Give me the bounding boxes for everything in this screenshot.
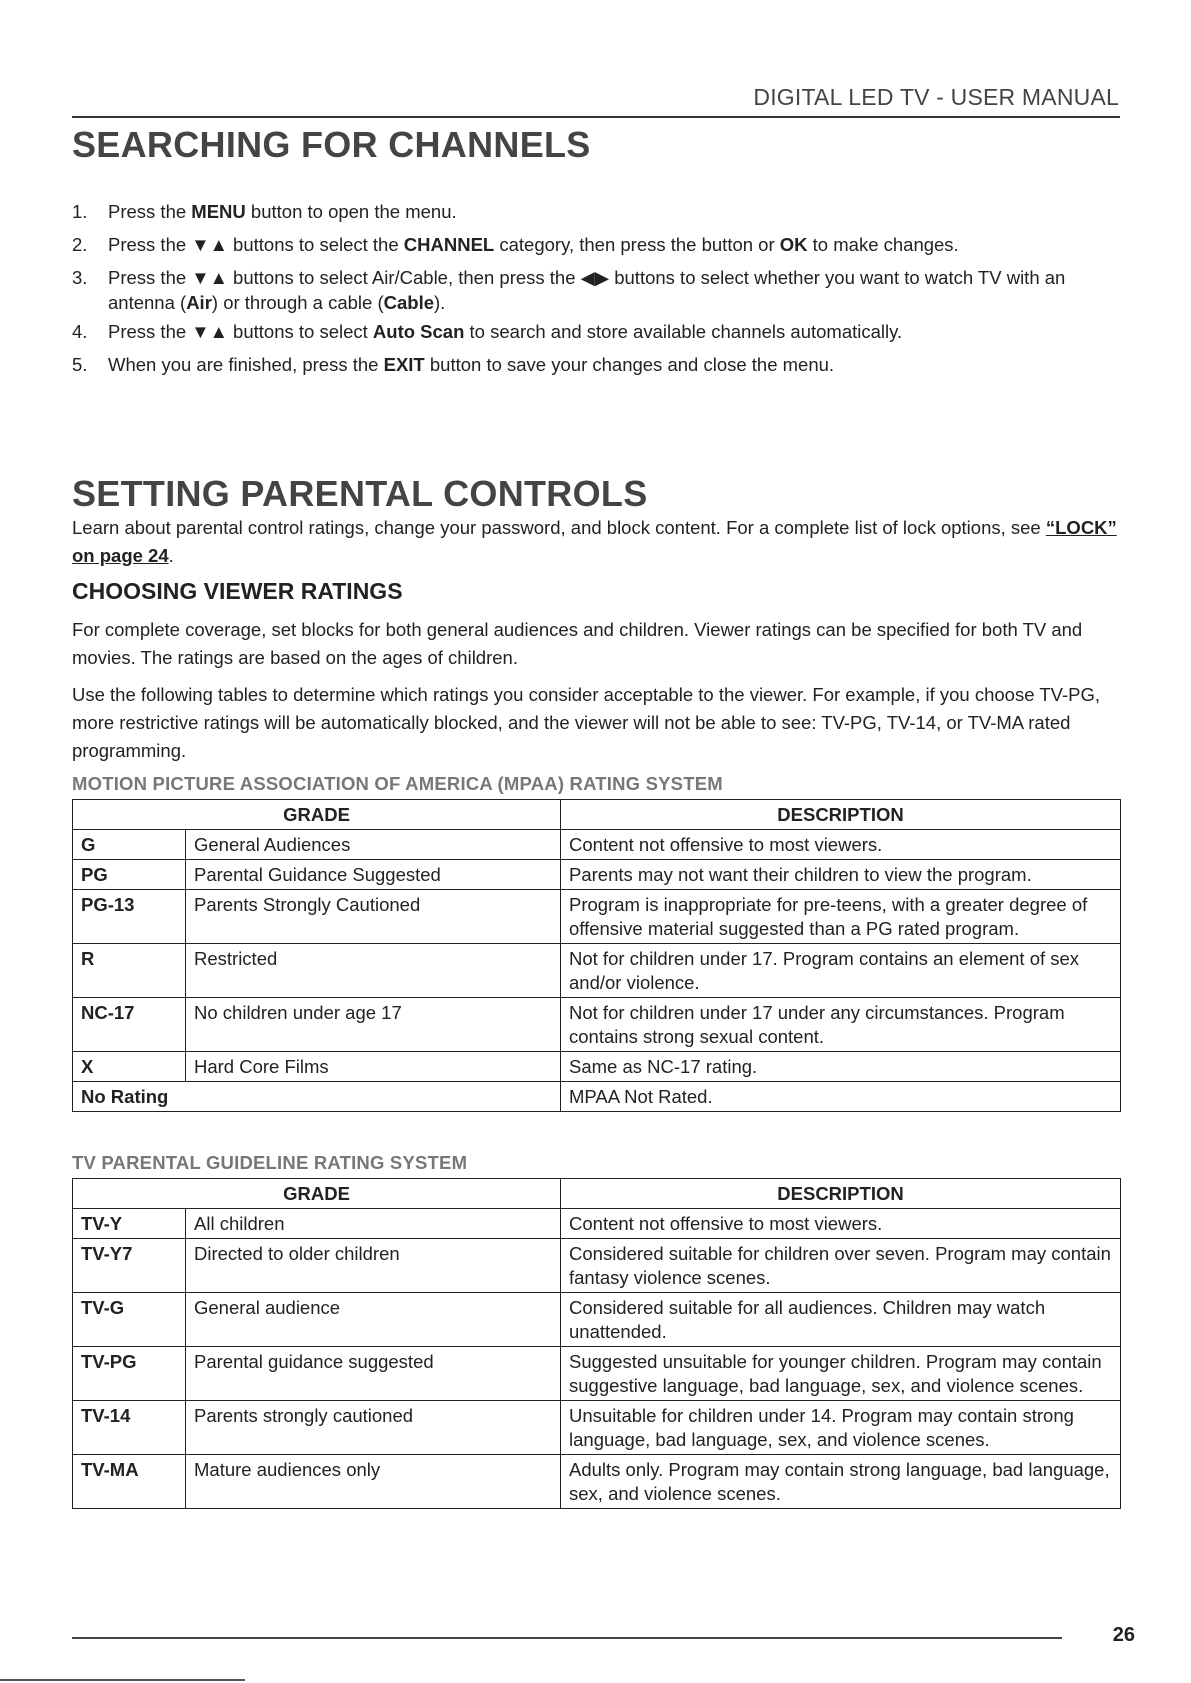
step-key: Air xyxy=(186,292,212,313)
rating-description: Suggested unsuitable for younger children. Program may contain suggestive language, bad language, sex, and violence scenes. xyxy=(561,1347,1121,1401)
step-key: EXIT xyxy=(383,354,425,375)
section-title-parental: SETTING PARENTAL CONTROLS xyxy=(72,473,648,514)
step-text: ). xyxy=(434,292,446,313)
rating-code: TV-14 xyxy=(73,1401,186,1455)
step-number: 5. xyxy=(72,354,88,375)
rating-grade: All children xyxy=(186,1209,561,1239)
rating-description: Content not offensive to most viewers. xyxy=(561,830,1121,860)
rating-grade: Hard Core Films xyxy=(186,1052,561,1082)
table-row xyxy=(73,1401,1121,1455)
table-row xyxy=(73,860,1121,890)
rating-grade: Mature audiences only xyxy=(186,1455,561,1509)
rating-grade: General Audiences xyxy=(186,830,561,860)
table-header-row xyxy=(73,800,1121,830)
step-item xyxy=(72,352,1122,377)
lock-page-link[interactable]: “LOCK” on page 24 xyxy=(72,517,1117,566)
step-key: OK xyxy=(779,234,808,255)
rating-grade: Parents Strongly Cautioned xyxy=(186,890,561,944)
rating-code: PG xyxy=(73,860,186,890)
rating-code: NC-17 xyxy=(73,998,186,1052)
step-text: button to open the menu. xyxy=(245,201,457,222)
running-header: DIGITAL LED TV - USER MANUAL xyxy=(753,84,1119,110)
intro-text: Learn about parental control ratings, change your password, and block content. For a complete list of lock options, see xyxy=(72,517,1046,538)
rating-code: TV-G xyxy=(73,1293,186,1347)
grade-header: GRADE xyxy=(73,1179,561,1209)
step-key: Auto Scan xyxy=(372,321,465,342)
step-item xyxy=(72,265,1122,315)
table-row xyxy=(73,1209,1121,1239)
page-number: 26 xyxy=(1112,1624,1135,1646)
step-text: ) or through a cable ( xyxy=(211,292,384,313)
tv-caption: TV PARENTAL GUIDELINE RATING SYSTEM xyxy=(72,1152,468,1173)
table-header-row xyxy=(73,1179,1121,1209)
step-text: to search and store available channels automatically. xyxy=(464,321,903,342)
rating-grade: No children under age 17 xyxy=(186,998,561,1052)
step-number: 3. xyxy=(72,267,88,288)
step-item xyxy=(72,319,1122,344)
table-row xyxy=(73,998,1121,1052)
rating-description: Not for children under 17. Program contains an element of sex and/or violence. xyxy=(561,944,1121,998)
mpaa-caption: MOTION PICTURE ASSOCIATION OF AMERICA (MPAA) RATING SYSTEM xyxy=(72,773,723,794)
step-text: Press the ▼▲ buttons to select xyxy=(108,321,373,342)
rating-code: R xyxy=(73,944,186,998)
table-row xyxy=(73,890,1121,944)
table-row xyxy=(73,1347,1121,1401)
rating-grade: Parental guidance suggested xyxy=(186,1347,561,1401)
rating-code: TV-PG xyxy=(73,1347,186,1401)
table-row xyxy=(73,1052,1121,1082)
rating-code: X xyxy=(73,1052,186,1082)
table-row xyxy=(73,944,1121,998)
table-row xyxy=(73,1239,1121,1293)
rating-description: Program is inappropriate for pre-teens, with a greater degree of offensive material suggested than a PG rated program. xyxy=(561,890,1121,944)
step-text: When you are finished, press the xyxy=(108,354,384,375)
rating-description: Adults only. Program may contain strong language, bad language, sex, and violence scenes. xyxy=(561,1455,1121,1509)
step-number: 4. xyxy=(72,321,88,342)
rating-grade: Directed to older children xyxy=(186,1239,561,1293)
step-text: Press the xyxy=(108,201,192,222)
rating-description: Considered suitable for all audiences. Children may watch unattended. xyxy=(561,1293,1121,1347)
section-title-searching: SEARCHING FOR CHANNELS xyxy=(72,124,591,165)
tv-rating-table xyxy=(72,1178,1121,1509)
rating-grade: Parental Guidance Suggested xyxy=(186,860,561,890)
step-number: 2. xyxy=(72,234,88,255)
rating-description: MPAA Not Rated. xyxy=(561,1082,1121,1112)
step-text: category, then press the button or xyxy=(494,234,780,255)
coverage-paragraph: For complete coverage, set blocks for both general audiences and children. Viewer ratings can be specified for both TV and movies. The ratings are based on the ages of children. xyxy=(72,619,1083,668)
description-header: DESCRIPTION xyxy=(561,1179,1121,1209)
step-number: 1. xyxy=(72,201,88,222)
footer-rule xyxy=(72,1637,1062,1639)
table-row xyxy=(73,830,1121,860)
rating-code: TV-MA xyxy=(73,1455,186,1509)
step-item xyxy=(72,199,1122,224)
rating-code: PG-13 xyxy=(73,890,186,944)
rating-grade: Parents strongly cautioned xyxy=(186,1401,561,1455)
step-text: Press the ▼▲ buttons to select the xyxy=(108,234,404,255)
rating-code: TV-Y xyxy=(73,1209,186,1239)
header-rule xyxy=(72,116,1120,118)
scan-edge-mark xyxy=(0,1679,245,1681)
step-item xyxy=(72,232,1122,257)
step-text: Press the ▼▲ buttons to select Air/Cable, then press the ◀▶ buttons to select whether you want to watch TV with an antenna ( xyxy=(108,267,1066,313)
step-text: to make changes. xyxy=(807,234,959,255)
table-row xyxy=(73,1455,1121,1509)
step-key: CHANNEL xyxy=(403,234,495,255)
rating-grade: Restricted xyxy=(186,944,561,998)
intro-end: . xyxy=(168,545,174,566)
subsection-title: CHOOSING VIEWER RATINGS xyxy=(72,578,403,604)
tables-paragraph: Use the following tables to determine which ratings you consider acceptable to the viewer. For example, if you choose TV-PG, more restrictive ratings will be automatically blocked, and the viewer will not be able to see: TV-PG, TV-14, or TV-MA rated programming. xyxy=(72,684,1100,761)
step-key: MENU xyxy=(191,201,246,222)
rating-description: Same as NC-17 rating. xyxy=(561,1052,1121,1082)
rating-description: Unsuitable for children under 14. Program may contain strong language, bad language, sex, and violence scenes. xyxy=(561,1401,1121,1455)
rating-description: Parents may not want their children to view the program. xyxy=(561,860,1121,890)
rating-description: Not for children under 17 under any circumstances. Program contains strong sexual content. xyxy=(561,998,1121,1052)
step-key: Cable xyxy=(383,292,435,313)
rating-code: TV-Y7 xyxy=(73,1239,186,1293)
rating-description: Content not offensive to most viewers. xyxy=(561,1209,1121,1239)
rating-grade: General audience xyxy=(186,1293,561,1347)
step-text: button to save your changes and close the menu. xyxy=(424,354,835,375)
description-header: DESCRIPTION xyxy=(561,800,1121,830)
mpaa-rating-table xyxy=(72,799,1121,1112)
table-row xyxy=(73,1293,1121,1347)
rating-code: G xyxy=(73,830,186,860)
rating-code: No Rating xyxy=(73,1082,561,1112)
channel-steps-list xyxy=(72,199,1122,385)
parental-intro xyxy=(72,514,1122,570)
table-row xyxy=(73,1082,1121,1112)
rating-description: Considered suitable for children over seven. Program may contain fantasy violence scenes. xyxy=(561,1239,1121,1293)
grade-header: GRADE xyxy=(73,800,561,830)
